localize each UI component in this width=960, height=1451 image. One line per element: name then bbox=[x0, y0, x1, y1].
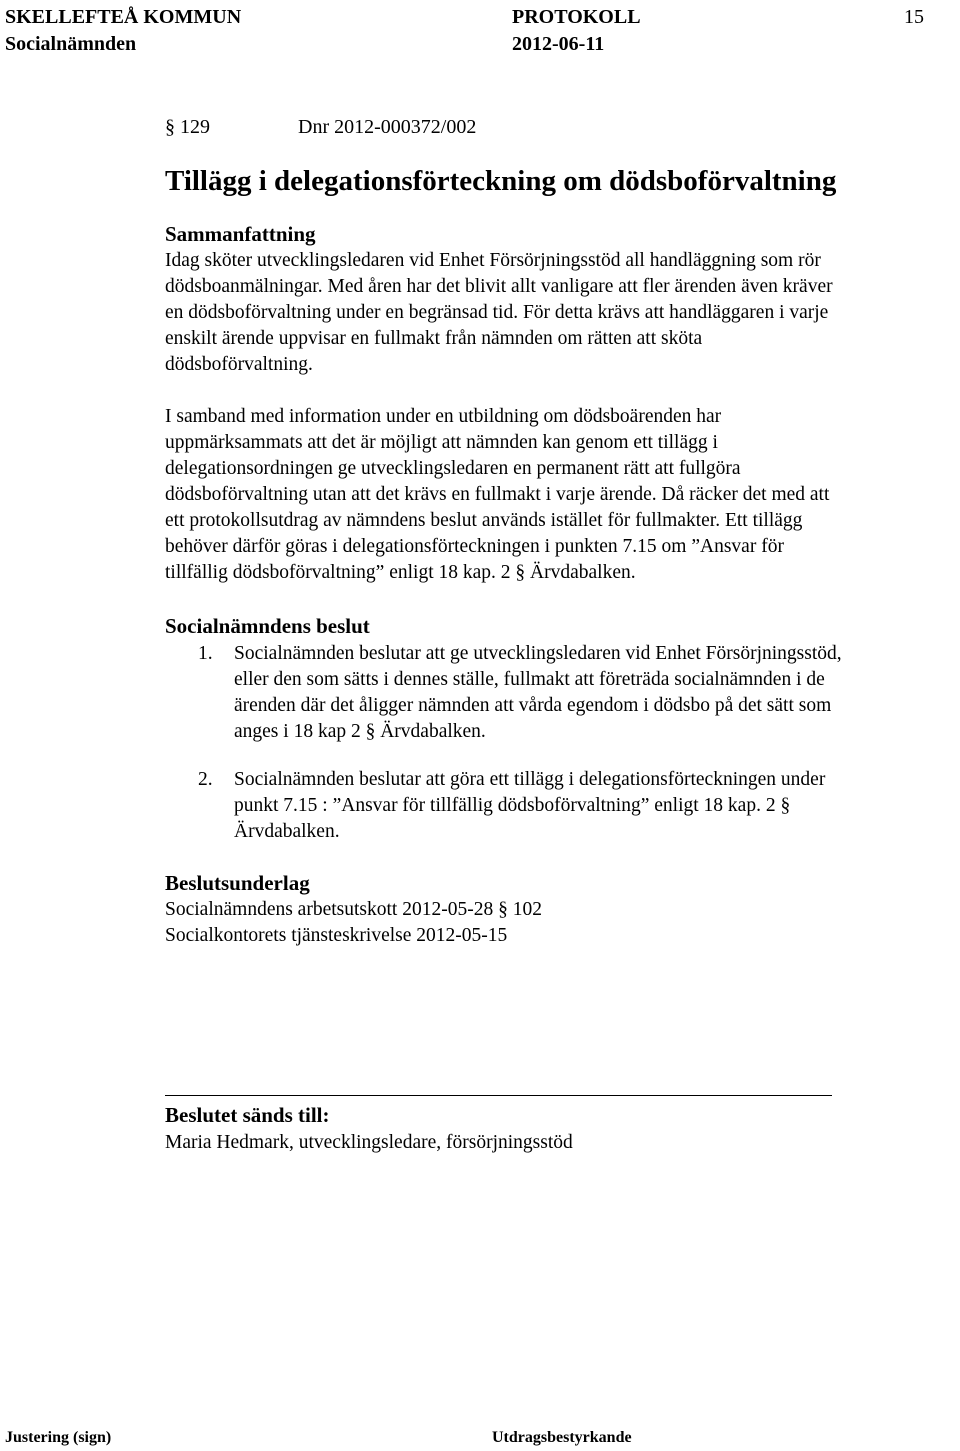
document-type: PROTOKOLL bbox=[512, 6, 641, 28]
diary-number: Dnr 2012-000372/002 bbox=[298, 116, 477, 138]
paragraph-reference: § 129 bbox=[165, 116, 210, 138]
decision-line: eller den som sätts i dennes ställe, fullmakt att företräda socialnämnden i de bbox=[234, 669, 825, 690]
decision-item-number: 2. bbox=[198, 769, 213, 790]
decision-line: punkt 7.15 : ”Ansvar för tillfällig dödsboförvaltning” enligt 18 kap. 2 § bbox=[234, 795, 791, 816]
footer-justering: Justering (sign) bbox=[5, 1429, 112, 1446]
summary-line: dödsboförvaltning. bbox=[165, 354, 313, 375]
background-line: delegationsordningen ge utvecklingsledaren en permanent rätt att fullgöra bbox=[165, 458, 741, 479]
sent-to-recipient: Maria Hedmark, utvecklingsledare, försörjningsstöd bbox=[165, 1132, 573, 1153]
background-line: behöver därför göras i delegationsförteckningen i punkten 7.15 om ”Ansvar för bbox=[165, 536, 784, 557]
summary-line: enskilt ärende uppvisar en fullmakt från nämnden om rätten att sköta bbox=[165, 328, 703, 349]
meeting-date: 2012-06-11 bbox=[512, 33, 605, 55]
page-number: 15 bbox=[904, 6, 924, 28]
decision-line: ärenden där det åligger nämnden att vårda egendom i dödsbo på det sätt som bbox=[234, 695, 832, 716]
decision-line: anges i 18 kap 2 § Ärvdabalken. bbox=[234, 721, 486, 742]
decision-line: Socialnämnden beslutar att ge utvecklingsledaren vid Enhet Försörjningsstöd, bbox=[234, 643, 842, 664]
background-line: tillfällig dödsboförvaltning” enligt 18 kap. 2 § Ärvdabalken. bbox=[165, 562, 636, 583]
decision-item-number: 1. bbox=[198, 643, 213, 664]
sent-to-heading: Beslutet sänds till: bbox=[165, 1103, 330, 1127]
decision-item-text bbox=[234, 767, 825, 845]
background-line: ett protokollsutdrag av nämndens beslut används istället för fullmakter. Ett tillägg bbox=[165, 510, 803, 531]
summary-paragraph bbox=[165, 248, 955, 378]
background-line: I samband med information under en utbildning om dödsboärenden har bbox=[165, 406, 722, 427]
footer-utdrag: Utdragsbestyrkande bbox=[492, 1429, 632, 1446]
background-paragraph bbox=[165, 404, 955, 586]
basis-list bbox=[165, 897, 955, 949]
decision-heading: Socialnämndens beslut bbox=[165, 614, 370, 638]
basis-line: Socialnämndens arbetsutskott 2012-05-28 § 102 bbox=[165, 899, 542, 920]
case-title: Tillägg i delegationsförteckning om dödsboförvaltning bbox=[165, 165, 837, 197]
summary-line: dödsboanmälningar. Med åren har det blivit allt vanligare att fler ärenden även kräver bbox=[165, 276, 833, 297]
summary-line: Idag sköter utvecklingsledaren vid Enhet Försörjningsstöd all handläggning som rör bbox=[165, 250, 821, 271]
decision-item-text bbox=[234, 641, 842, 745]
basis-heading: Beslutsunderlag bbox=[165, 871, 310, 895]
decision-line: Socialnämnden beslutar att göra ett tillägg i delegationsförteckningen under bbox=[234, 769, 826, 790]
committee-name: Socialnämnden bbox=[5, 33, 137, 55]
background-line: uppmärksammats att det är möjligt att nämnden kan genom ett tillägg i bbox=[165, 432, 718, 453]
separator-line bbox=[165, 1095, 832, 1096]
summary-heading: Sammanfattning bbox=[165, 222, 316, 246]
municipality-name: SKELLEFTEÅ KOMMUN bbox=[5, 6, 242, 28]
decision-line: Ärvdabalken. bbox=[234, 821, 340, 842]
background-line: dödsboförvaltning utan att det krävs en fullmakt i varje ärende. Då räcker det med att bbox=[165, 484, 830, 505]
summary-line: en dödsboförvaltning under en begränsad tid. För detta krävs att handläggaren i varje bbox=[165, 302, 829, 323]
basis-line: Socialkontorets tjänsteskrivelse 2012-05-15 bbox=[165, 925, 508, 946]
